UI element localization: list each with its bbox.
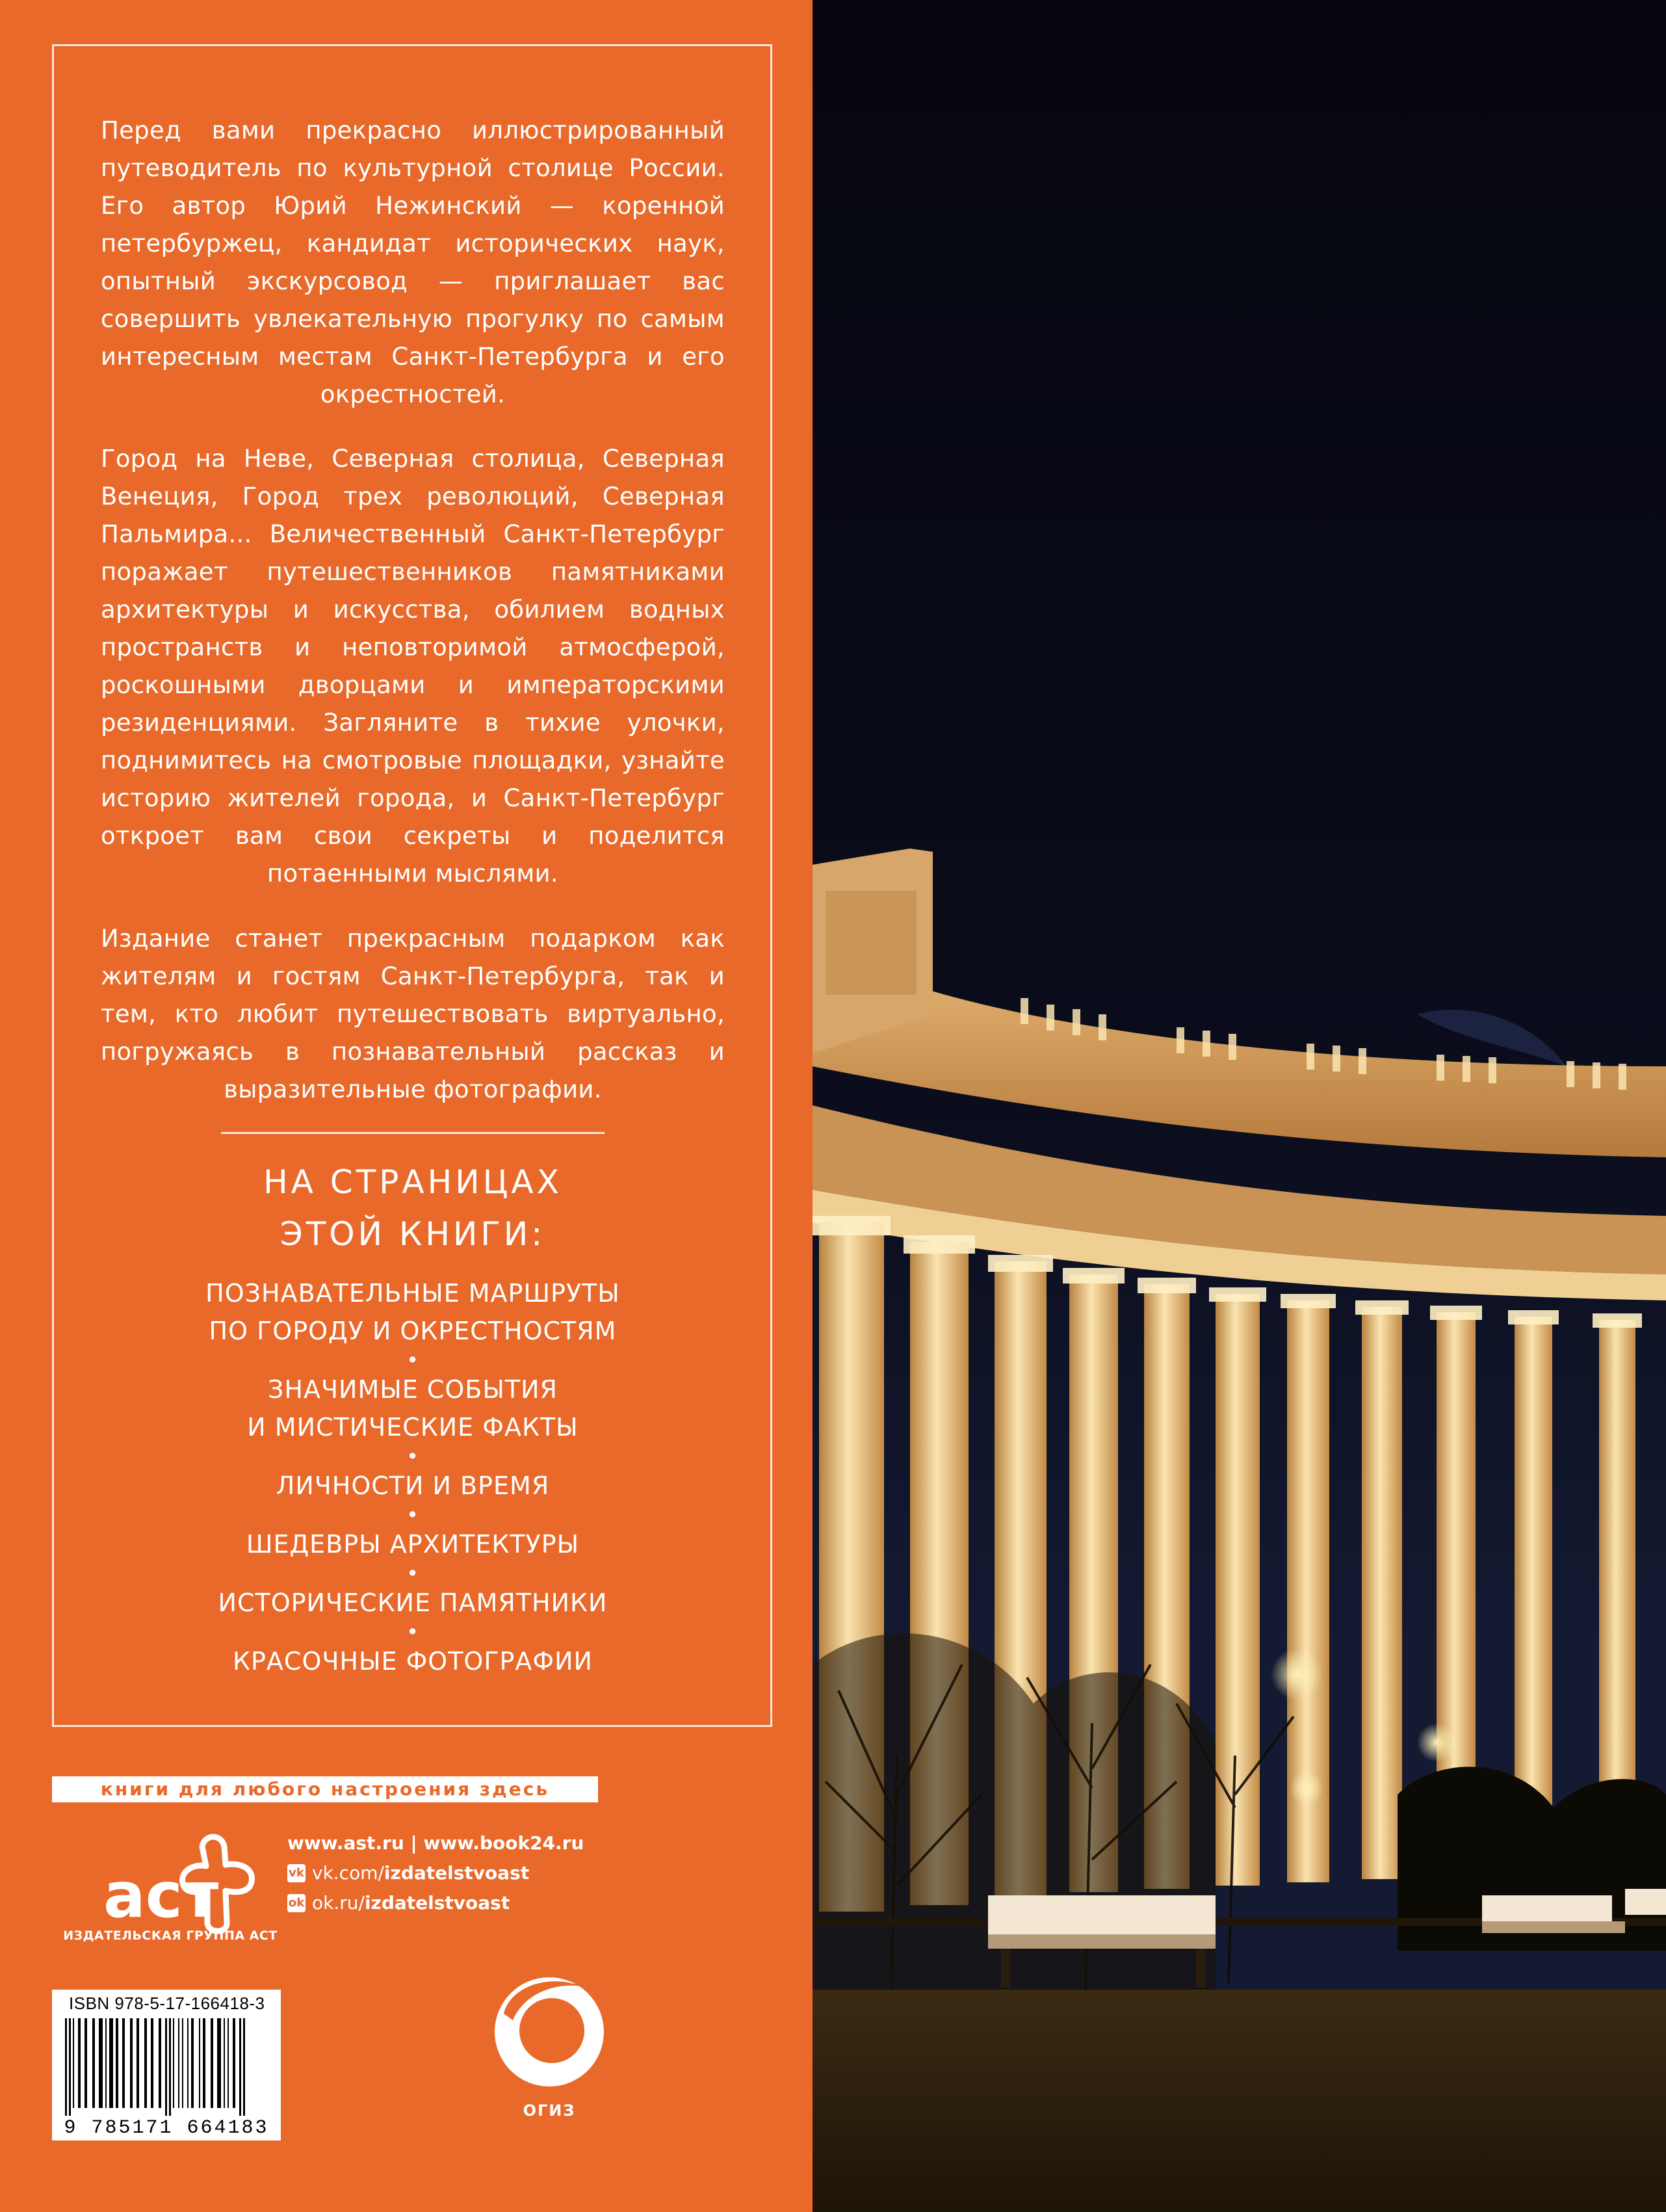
barcode-bar: [169, 2018, 171, 2116]
feature-item: [101, 1274, 725, 1350]
back-cover-panel: [0, 0, 813, 2212]
divider-line: [221, 1132, 605, 1134]
publisher-links: [287, 1828, 584, 1918]
feature-separator: •: [406, 1348, 419, 1373]
barcode-bar: [137, 2018, 139, 2108]
feature-item: [101, 1371, 725, 1446]
imprint-label: ОГИЗ: [523, 2101, 576, 2120]
barcode-bar: [191, 2018, 194, 2108]
barcode-bar: [217, 2018, 221, 2108]
barcode-bar: [239, 2018, 241, 2116]
ast-logo-icon: [88, 1827, 270, 1938]
description-paragraph: Город на Неве, Северная столица, Северная Венеция, Город трех революций, Северная Пальмира... Величественный Санкт-Петербург поражает путешественников памятниками архитектуры и искусства, обилием водных пространств и неповторимой атмосферой, роскошными дворцами и императорскими резиденциями. Загляните в тихие улочки, поднимитесь на смотровые площадки, узнайте историю жителей города, и Санкт-Петербург откроет вам свои секреты и поделится потаенными мыслями.: [101, 445, 725, 888]
feature-separator: •: [406, 1620, 419, 1644]
barcode-bar: [116, 2018, 118, 2108]
feature-line: КРАСОЧНЫЕ ФОТОГРАФИИ: [233, 1647, 593, 1676]
ast-logo-text: аст: [103, 1859, 219, 1932]
barcode-bar: [233, 2018, 235, 2108]
feature-line: ПО ГОРОДУ И ОКРЕСТНОСТЯМ: [209, 1317, 617, 1345]
barcode-bar: [109, 2018, 113, 2108]
barcode-bar: [130, 2018, 133, 2108]
barcode-bar: [78, 2018, 81, 2108]
barcode-bar: [159, 2018, 161, 2108]
barcode-bar: [122, 2018, 125, 2108]
intro-paragraph: Перед вами прекрасно иллюстрированный путеводитель по культурной столице России. Его автор Юрий Нежинский — коренной петербуржец, кандидат исторических наук, опытный экскурсовод — приглашает вас совершить увлекательную прогулку по самым интересным местам Санкт-Петербурга и его окрестностей.: [101, 116, 725, 408]
ok-link[interactable]: [287, 1888, 584, 1918]
vk-prefix: vk.com/: [312, 1862, 384, 1884]
barcode-digits: 9 785171 664183: [64, 2117, 269, 2139]
feature-separator: •: [406, 1503, 419, 1527]
barcode-bar: [178, 2018, 179, 2108]
feature-line: ПОЗНАВАТЕЛЬНЫЕ МАРШРУТЫ: [205, 1279, 620, 1308]
kazan-cathedral-photo: [813, 0, 1666, 2212]
barcode-bar: [92, 2018, 95, 2108]
barcode: [52, 1990, 281, 2140]
publisher-tagline: книги для любого настроения здесь: [52, 1776, 598, 1802]
website-links[interactable]: www.ast.ru | www.book24.ru: [287, 1832, 584, 1854]
barcode-bar: [228, 2018, 229, 2108]
barcode-bar: [199, 2018, 200, 2108]
barcode-bar: [182, 2018, 183, 2108]
barcode-bar: [165, 2018, 167, 2116]
features-heading: [101, 1156, 725, 1260]
feature-item: [101, 1467, 725, 1505]
ogiz-logo-icon: [484, 1967, 614, 2097]
barcode-bar: [203, 2018, 205, 2108]
features-list: [101, 1274, 725, 1680]
ok-handle: izdatelstvoast: [364, 1892, 510, 1914]
barcode-bar: [187, 2018, 189, 2108]
feature-line: ЛИЧНОСТИ И ВРЕМЯ: [276, 1471, 550, 1500]
feature-separator: •: [406, 1561, 419, 1586]
feature-item: [101, 1642, 725, 1680]
barcode-bar: [105, 2018, 107, 2108]
barcode-bars-icon: [62, 2018, 270, 2116]
barcode-bar: [85, 2018, 87, 2108]
barcode-bar: [211, 2018, 213, 2108]
barcode-bar: [69, 2018, 71, 2116]
barcode-bar: [73, 2018, 74, 2108]
barcode-bar: [151, 2018, 153, 2108]
feature-line: ШЕДЕВРЫ АРХИТЕКТУРЫ: [246, 1530, 580, 1559]
isbn-text: ISBN 978-5-17-166418-3: [69, 1994, 265, 2013]
barcode-bar: [65, 2018, 67, 2116]
barcode-bar: [243, 2018, 245, 2116]
gift-paragraph: Издание станет прекрасным подарком как жителям и гостям Санкт-Петербурга, так и тем, кто любит путешествовать виртуально, погружаясь в познавательный рассказ и выразительные фотографии.: [101, 925, 725, 1103]
barcode-bar: [224, 2018, 225, 2108]
vk-link[interactable]: [287, 1858, 584, 1888]
feature-line: И МИСТИЧЕСКИЕ ФАКТЫ: [247, 1413, 579, 1442]
feature-line: ИСТОРИЧЕСКИЕ ПАМЯТНИКИ: [218, 1588, 608, 1617]
feature-line: ЗНАЧИМЫЕ СОБЫТИЯ: [268, 1375, 558, 1404]
ok-icon: ok: [287, 1894, 306, 1912]
feature-item: [101, 1525, 725, 1563]
features-heading-line: ЭТОЙ КНИГИ:: [280, 1215, 546, 1253]
vk-icon: vk: [287, 1864, 306, 1882]
barcode-bar: [99, 2018, 103, 2108]
vk-handle: izdatelstvoast: [384, 1862, 530, 1884]
ok-prefix: ok.ru/: [312, 1892, 365, 1914]
feature-item: [101, 1584, 725, 1622]
features-heading-line: НА СТРАНИЦАХ: [263, 1163, 562, 1201]
feature-separator: •: [406, 1444, 419, 1469]
barcode-bar: [144, 2018, 147, 2108]
publisher-caption: ИЗДАТЕЛЬСКАЯ ГРУППА АСТ: [63, 1929, 278, 1943]
barcode-bar: [173, 2018, 174, 2108]
